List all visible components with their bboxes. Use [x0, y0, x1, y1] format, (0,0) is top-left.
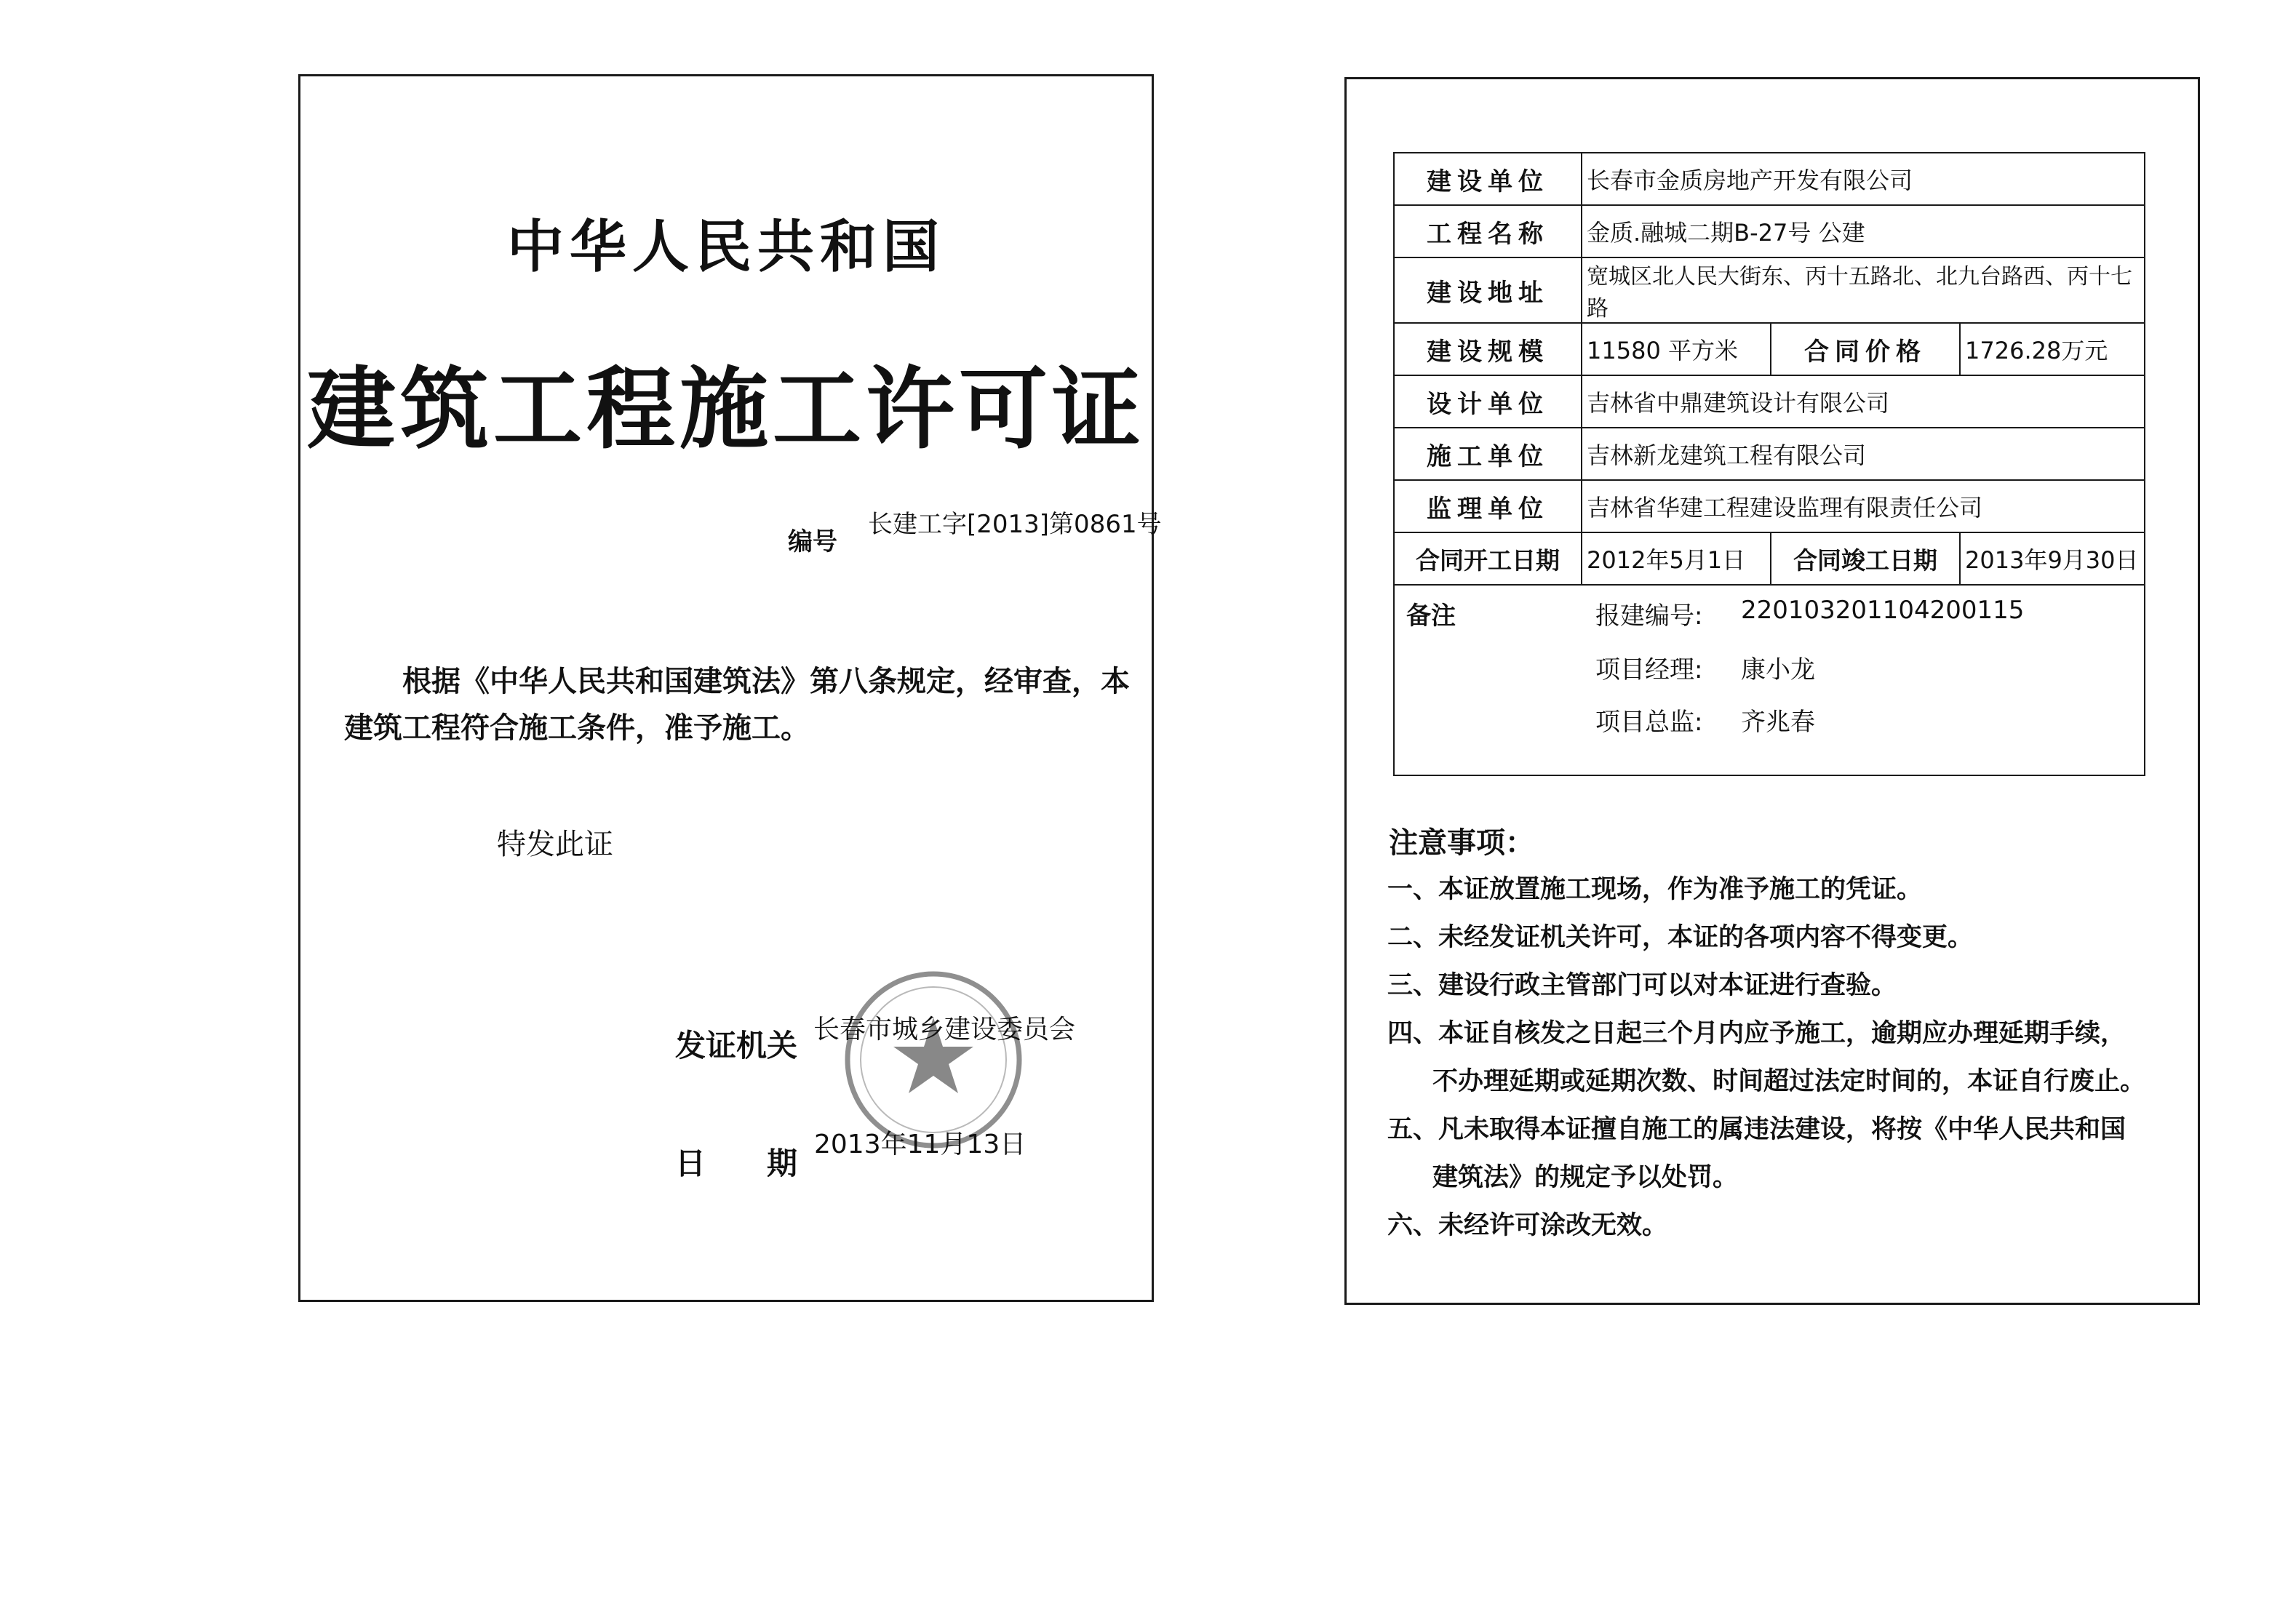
notice-item: 三、建设行政主管部门可以对本证进行查验。 — [1387, 971, 1897, 1000]
table-row — [1394, 205, 2145, 257]
notice-item: 四、本证自核发之日起三个月内应予施工，逾期应办理延期手续， — [1387, 1019, 2126, 1048]
scale-label: 建设规模 — [1394, 323, 1582, 375]
notes-label: 备注 — [1406, 602, 1456, 631]
body-line-1: 根据《中华人民共和国建筑法》第八条规定，经审查，本 — [402, 665, 1130, 698]
notice-item: 一、本证放置施工现场，作为准予施工的凭证。 — [1387, 875, 1923, 904]
row-label: 监理单位 — [1394, 480, 1582, 532]
price-value: 1726.28万元 — [1960, 323, 2145, 375]
row-value: 吉林省中鼎建筑设计有限公司 — [1582, 375, 2145, 428]
pm-value: 康小龙 — [1741, 655, 1815, 684]
issuer-value: 长春市城乡建设委员会 — [813, 1015, 1076, 1044]
notes-row — [1394, 585, 2145, 775]
row-value: 吉林省华建工程建设监理有限责任公司 — [1582, 480, 2145, 532]
issuer-label: 发证机关 — [675, 1028, 798, 1063]
table-row — [1394, 480, 2145, 532]
scale-value: 11580 平方米 — [1582, 323, 1771, 375]
start-date-label: 合同开工日期 — [1394, 532, 1582, 585]
supervisor-value: 齐兆春 — [1741, 708, 1815, 737]
country-name: 中华人民共和国 — [506, 214, 945, 280]
notice-title: 注意事项： — [1389, 826, 1534, 860]
price-label: 合同价格 — [1771, 323, 1960, 375]
start-date-value: 2012年5月1日 — [1582, 532, 1771, 585]
notice-item: 不办理延期或延期次数、时间超过法定时间的，本证自行废止。 — [1432, 1067, 2146, 1096]
row-value: 长春市金质房地产开发有限公司 — [1582, 153, 2145, 205]
certificate-front — [298, 74, 1162, 1302]
notice-item: 五、凡未取得本证擅自施工的属违法建设，将按《中华人民共和国 — [1387, 1115, 2126, 1144]
table-row — [1394, 323, 2145, 375]
table-row — [1394, 257, 2145, 323]
row-label: 施工单位 — [1394, 428, 1582, 480]
body-line-2: 建筑工程符合施工条件，准予施工。 — [344, 711, 810, 745]
row-value: 金质.融城二期B-27号 公建 — [1582, 205, 2145, 257]
row-label: 工程名称 — [1394, 205, 1582, 257]
table-row — [1394, 375, 2145, 428]
notes-cell — [1394, 585, 2145, 775]
date-label: 日 期 — [675, 1146, 798, 1181]
row-value: 吉林新龙建筑工程有限公司 — [1582, 428, 2145, 480]
certificate-details — [1344, 77, 2200, 1305]
date-value: 2013年11月13日 — [814, 1130, 1027, 1159]
certificate-title: 建筑工程施工许可证 — [307, 358, 1145, 461]
pm-label: 项目经理: — [1595, 655, 1703, 684]
details-table — [1393, 152, 2145, 776]
number-label: 编号 — [788, 527, 837, 556]
table-row — [1394, 532, 2145, 585]
filing-label: 报建编号: — [1595, 602, 1703, 631]
row-label: 建设地址 — [1394, 257, 1582, 323]
supervisor-label: 项目总监: — [1595, 708, 1703, 737]
special-issue-text: 特发此证 — [497, 828, 613, 861]
table-row — [1394, 153, 2145, 205]
row-label: 设计单位 — [1394, 375, 1582, 428]
end-date-value: 2013年9月30日 — [1960, 532, 2145, 585]
notice-item: 六、未经许可涂改无效。 — [1387, 1211, 1668, 1240]
end-date-label: 合同竣工日期 — [1771, 532, 1960, 585]
notice-item: 二、未经发证机关许可，本证的各项内容不得变更。 — [1387, 923, 1974, 952]
notice-item: 建筑法》的规定予以处罚。 — [1432, 1163, 1739, 1192]
table-row — [1394, 428, 2145, 480]
number-value: 长建工字[2013]第0861号 — [868, 510, 1162, 539]
row-value: 宽城区北人民大街东、丙十五路北、北九台路西、丙十七路 — [1582, 257, 2145, 323]
filing-value: 220103201104200115 — [1741, 596, 2025, 625]
row-label: 建设单位 — [1394, 153, 1582, 205]
